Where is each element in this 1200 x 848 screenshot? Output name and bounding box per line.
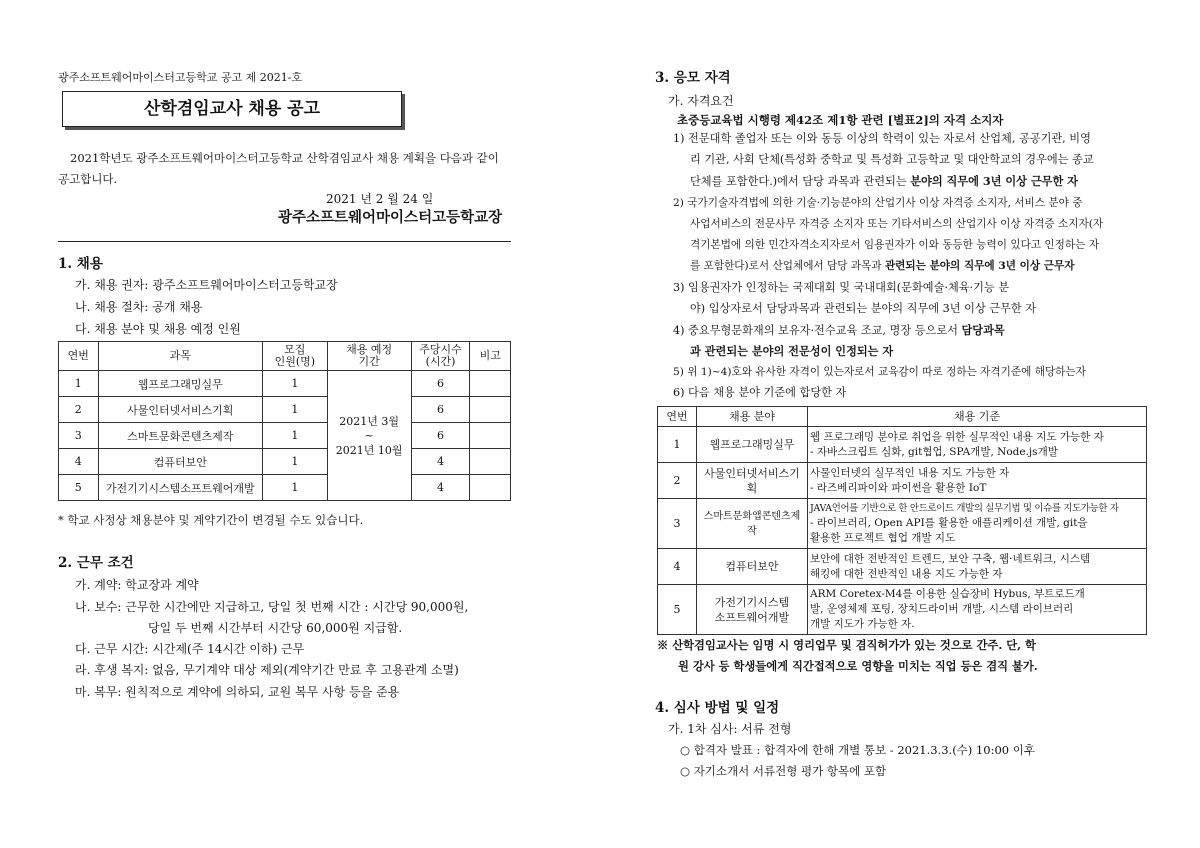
qualification-4-cont: 과 관련되는 분야의 전문성이 인정되는 자 bbox=[690, 344, 894, 358]
row-hours: 6 bbox=[411, 371, 470, 397]
qualification-2-end bbox=[690, 258, 1075, 274]
criteria-line: ARM Coretex-M4를 이용한 실습장비 Hybus, 부트로드개 bbox=[810, 588, 1085, 600]
qualification-1: 1) 전문대학 졸업자 또는 이와 동등 이상의 학력이 있는 자로서 산업체, 공공기관, 비영 bbox=[673, 132, 1091, 145]
section-4-title: 4. 심사 방법 및 일정 bbox=[655, 700, 780, 716]
criteria-line: 보안에 대한 전반적인 트렌드, 보안 구축, 웹·네트워크, 시스템 bbox=[810, 552, 1091, 565]
table-header: 채용 예정 기간 bbox=[327, 342, 411, 371]
row-criteria bbox=[808, 585, 1147, 635]
criteria-line: - 자바스크립트 심화, git협업, SPA개발, Node.js개발 bbox=[810, 445, 1058, 458]
section-4-a-item-2: ○ 자기소개서 서류전형 평가 항목에 포함 bbox=[680, 764, 887, 778]
intro-line-1: 2021학년도 광주소프트웨어마이스터고등학교 산학겸임교사 채용 계획을 다음과 같이 bbox=[70, 151, 499, 165]
criteria-line: 해킹에 대한 전반적인 내용 지도 가능한 자 bbox=[810, 567, 1003, 580]
criteria-line: - 라즈베리파이와 파이썬을 활용한 IoT bbox=[810, 481, 987, 494]
table-row bbox=[658, 585, 1147, 635]
criteria-line: 웹 프로그래밍 분야로 취업을 위한 실무적인 내용 지도 가능한 자 bbox=[810, 430, 1104, 443]
row-hours: 6 bbox=[411, 397, 470, 423]
section-2-e: 마. 복무: 원칙적으로 계약에 의하되, 교원 복무 사항 등을 준용 bbox=[75, 685, 400, 699]
table-header: 비고 bbox=[470, 342, 511, 371]
table-header: 연번 bbox=[658, 407, 697, 427]
table-row bbox=[658, 463, 1147, 499]
table-header: 주당시수 (시간) bbox=[411, 342, 470, 371]
table-header: 채용 분야 bbox=[697, 407, 808, 427]
emphasis: 분야의 직무에 3년 이상 근무한 자 bbox=[910, 174, 1078, 188]
section-2-b-cont: 당일 두 번째 시간부터 시간당 60,000원 지급함. bbox=[148, 621, 403, 635]
qualification-1-end bbox=[690, 173, 1078, 190]
table-row bbox=[658, 499, 1147, 549]
table-header: 과목 bbox=[98, 342, 262, 371]
period-start: 2021년 3월 bbox=[339, 415, 400, 428]
row-subject: 사물인터넷서비스기획 bbox=[98, 397, 262, 423]
section-1-title: 1. 채용 bbox=[58, 256, 103, 272]
row-subject: 컴퓨터보안 bbox=[98, 449, 262, 475]
row-note bbox=[470, 423, 511, 449]
warning-note-cont: 원 강사 등 학생들에게 직간접적으로 영향을 미치는 직업 등은 겸직 불가. bbox=[678, 659, 1038, 673]
warning-note: ※ 산학겸임교사는 임명 시 영리업무 및 겸직허가가 있는 것으로 간주. 단, 학 bbox=[657, 638, 1036, 652]
table-row bbox=[59, 475, 511, 501]
qualification-5: 5) 위 1)~4)호와 유사한 자격이 있는자로서 교육감이 따로 정하는 자격기준에 해당하는자 bbox=[673, 366, 1086, 378]
row-no: 2 bbox=[658, 463, 697, 499]
table-row bbox=[658, 427, 1147, 463]
row-no: 2 bbox=[59, 397, 99, 423]
section-2-a: 가. 계약: 학교장과 계약 bbox=[75, 578, 199, 592]
criteria-line: - 라이브러리, Open API를 활용한 애플리케이션 개발, git을 bbox=[810, 517, 1088, 529]
row-criteria bbox=[808, 549, 1147, 585]
hiring-period bbox=[327, 371, 411, 501]
notice-number: 광주소프트웨어마이스터고등학교 공고 제 2021-호 bbox=[58, 71, 303, 84]
row-criteria bbox=[808, 463, 1147, 499]
row-criteria bbox=[808, 499, 1147, 549]
period-tilde: ~ bbox=[364, 429, 374, 442]
section-4-a-item-1: ○ 합격자 발표 : 합격자에 한해 개별 통보 - 2021.3.3.(수) 10:00 이후 bbox=[680, 743, 1035, 757]
criteria-line: JAVA언어를 기반으로 한 안드로이드 개발의 실무기법 및 이슈를 지도가능한 자 bbox=[810, 503, 1119, 514]
text: 단체를 포함한다.)에서 담당 과목과 관련되는 bbox=[690, 175, 911, 188]
section-3-a: 가. 자격요건 bbox=[668, 94, 734, 108]
section-divider bbox=[58, 241, 511, 242]
qualification-3: 3) 임용권자가 인정하는 국제대회 및 국내대회(문화예술·체육·기능 분 bbox=[673, 281, 1010, 294]
issue-date: 2021 년 2 월 24 일 bbox=[326, 192, 434, 206]
row-field: 스마트문화앱콘텐츠제작 bbox=[697, 499, 808, 549]
row-no: 4 bbox=[59, 449, 99, 475]
row-note bbox=[470, 475, 511, 501]
criteria-line: 발, 운영체제 포팅, 장치드라이버 개발, 시스템 라이브러리 bbox=[810, 603, 1074, 615]
section-2-title: 2. 근무 조건 bbox=[58, 555, 134, 571]
table-row bbox=[59, 371, 511, 397]
row-count: 1 bbox=[262, 475, 327, 501]
emphasis: 담당과목 bbox=[961, 323, 1005, 337]
qualification-1-cont: 리 기관, 사회 단체(특성화 중학교 및 특성화 고등학교 및 대안학교의 경우에는 종교 bbox=[690, 153, 1094, 166]
criteria-table bbox=[657, 406, 1147, 635]
row-hours: 6 bbox=[411, 423, 470, 449]
section-3-title: 3. 응모 자격 bbox=[655, 70, 731, 86]
section-4-a: 가. 1차 심사: 서류 전형 bbox=[668, 722, 792, 736]
row-no: 4 bbox=[658, 549, 697, 585]
issuer: 광주소프트웨어마이스터고등학교장 bbox=[278, 209, 503, 226]
table-row bbox=[59, 449, 511, 475]
text: 4) 중요무형문화재의 보유자·전수교육 조교, 명장 등으로서 bbox=[673, 324, 962, 337]
row-count: 1 bbox=[262, 371, 327, 397]
period-end: 2021년 10월 bbox=[335, 444, 403, 457]
row-no: 5 bbox=[658, 585, 697, 635]
section-1-c: 다. 채용 분야 및 채용 예정 인원 bbox=[75, 322, 241, 336]
row-hours: 4 bbox=[411, 475, 470, 501]
row-note bbox=[470, 371, 511, 397]
row-field: 가전기기시스템 소프트웨어개발 bbox=[697, 585, 808, 635]
table-header: 모집 인원(명) bbox=[262, 342, 327, 371]
intro-line-2: 공고합니다. bbox=[58, 172, 118, 186]
table-row bbox=[59, 397, 511, 423]
criteria-line: 활용한 프로젝트 협업 개발 지도 bbox=[810, 532, 956, 544]
criteria-line: 사물인터넷의 실무적인 내용 지도 가능한 자 bbox=[810, 466, 1010, 479]
qualification-3-cont: 야) 입상자로서 담당과목과 관련되는 분야의 직무에 3년 이상 근무한 자 bbox=[690, 302, 1037, 315]
legal-basis: 초중등교육법 시행령 제42조 제1항 관련 [별표2]의 자격 소지자 bbox=[677, 113, 1004, 127]
qualification-2-cont: 사업서비스의 전문사무 자격증 소지자 또는 기타서비스의 산업기사 이상 자격증 소지자(자 bbox=[690, 218, 1104, 230]
row-subject: 웹프로그래밍실무 bbox=[98, 371, 262, 397]
text: 를 포함한다)로서 산업체에서 담당 과목과 bbox=[690, 260, 885, 272]
row-no: 1 bbox=[59, 371, 99, 397]
recruitment-table bbox=[58, 341, 511, 501]
row-no: 3 bbox=[59, 423, 99, 449]
section-2-c: 다. 근무 시간: 시간제(주 14시간 이하) 근무 bbox=[75, 642, 305, 656]
row-no: 5 bbox=[59, 475, 99, 501]
row-no: 1 bbox=[658, 427, 697, 463]
row-field: 컴퓨터보안 bbox=[697, 549, 808, 585]
section-1-a: 가. 채용 권자: 광주소프트웨어마이스터고등학교장 bbox=[75, 278, 338, 292]
table-header: 연번 bbox=[59, 342, 99, 371]
row-count: 1 bbox=[262, 449, 327, 475]
row-note bbox=[470, 397, 511, 423]
table-row bbox=[658, 549, 1147, 585]
emphasis: 관련되는 분야의 직무에 3년 이상 근무자 bbox=[884, 260, 1075, 272]
row-subject: 스마트문화콘텐츠제작 bbox=[98, 423, 262, 449]
row-count: 1 bbox=[262, 397, 327, 423]
qualification-2-cont: 격기본법에 의한 민간자격소지자로서 임용권자가 이와 동등한 능력이 있다고 인정하는 자 bbox=[690, 239, 1099, 251]
row-subject: 가전기기시스템소프트웨어개발 bbox=[98, 475, 262, 501]
qualification-6: 6) 다음 채용 분야 기준에 합당한 자 bbox=[673, 386, 847, 399]
section-2-d: 라. 후생 복지: 없음, 무기계약 대상 제외(계약기간 만료 후 고용관계 소멸) bbox=[75, 663, 459, 677]
qualification-4 bbox=[673, 322, 1005, 339]
criteria-line: 개발 지도가 가능한 자. bbox=[810, 618, 915, 630]
section-1-b: 나. 채용 절차: 공개 채용 bbox=[75, 300, 203, 314]
qualification-2: 2) 국가기술자격법에 의한 기술·기능분야의 산업기사 이상 자격증 소지자, 서비스 분야 중 bbox=[673, 197, 1083, 209]
table-row bbox=[59, 423, 511, 449]
row-field: 사물인터넷서비스기획 bbox=[697, 463, 808, 499]
row-hours: 4 bbox=[411, 449, 470, 475]
table-note: * 학교 사정상 채용분야 및 계약기간이 변경될 수도 있습니다. bbox=[58, 513, 364, 527]
row-criteria bbox=[808, 427, 1147, 463]
document-title: 산학겸임교사 채용 공고 bbox=[62, 91, 402, 127]
row-count: 1 bbox=[262, 423, 327, 449]
table-header: 채용 기준 bbox=[808, 407, 1147, 427]
row-no: 3 bbox=[658, 499, 697, 549]
row-field: 웹프로그래밍실무 bbox=[697, 427, 808, 463]
row-note bbox=[470, 449, 511, 475]
section-2-b: 나. 보수: 근무한 시간에만 지급하고, 당일 첫 번째 시간 : 시간당 90,000원, bbox=[75, 600, 469, 614]
